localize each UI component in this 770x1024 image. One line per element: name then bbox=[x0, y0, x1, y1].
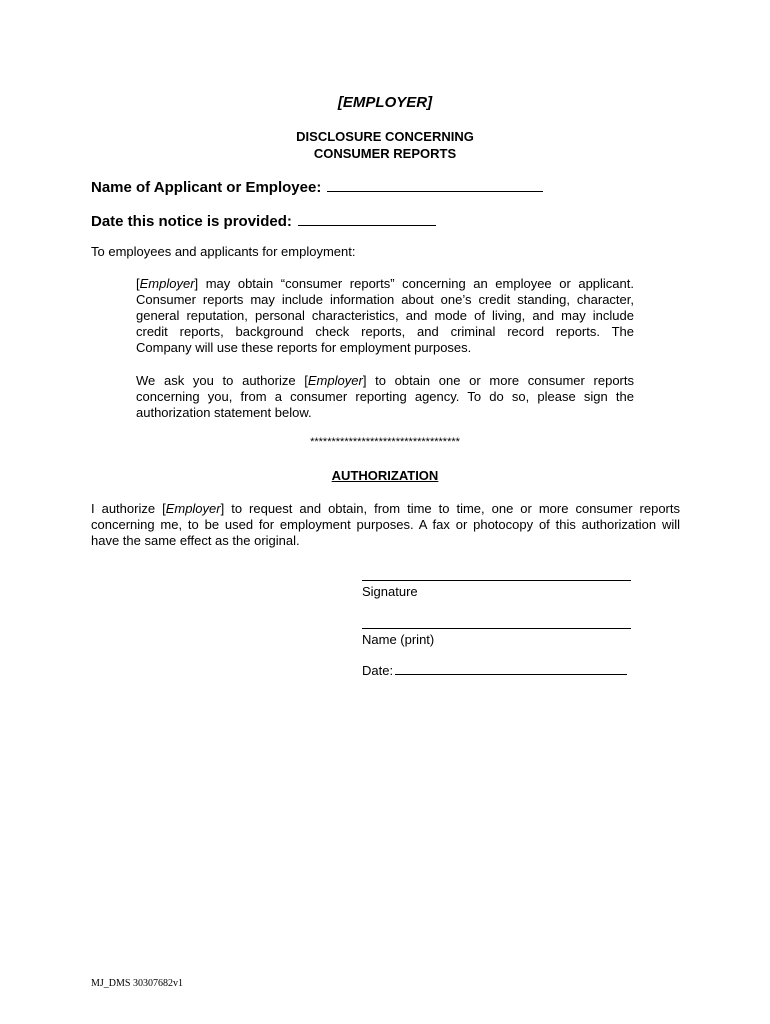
paragraph-line: general reputation, personal characteristics, and mode of living, and may include bbox=[136, 308, 634, 323]
paragraph-text: We ask you to authorize [ bbox=[136, 373, 308, 388]
intro-text: To employees and applicants for employment: bbox=[91, 244, 356, 259]
paragraph-line: Consumer reports may include information about one’s credit standing, character, bbox=[136, 292, 634, 307]
paragraph-line bbox=[91, 501, 680, 517]
employer-term: Employer bbox=[139, 276, 195, 291]
disclosure-paragraph bbox=[136, 276, 634, 356]
paragraph-line: authorization statement below. bbox=[136, 405, 312, 420]
title-line-1: DISCLOSURE CONCERNING bbox=[296, 129, 474, 144]
separator-stars: *********************************** bbox=[310, 436, 460, 448]
paragraph-text: ] to obtain one or more consumer reports bbox=[362, 373, 634, 388]
paragraph-line: [Employer] may obtain “consumer reports” concerning an employee or applicant. bbox=[136, 276, 634, 291]
employer-term: Employer bbox=[307, 373, 363, 388]
signature-date-field bbox=[362, 662, 627, 678]
paragraph-line: concerning me, to be used for employment purposes. A fax or photocopy of this authorization will bbox=[91, 517, 680, 532]
paragraph-line: Company will use these reports for employment purposes. bbox=[136, 340, 472, 355]
signature-date-label: Date: bbox=[362, 663, 394, 678]
paragraph-line: have the same effect as the original. bbox=[91, 533, 300, 548]
employer-heading: [EMPLOYER] bbox=[337, 94, 433, 111]
paragraph-line: credit reports, background check reports, and criminal record reports. The bbox=[136, 324, 634, 339]
title-line-2: CONSUMER REPORTS bbox=[313, 146, 457, 161]
name-print-block bbox=[362, 628, 631, 647]
applicant-name-field bbox=[91, 177, 543, 196]
disclosure-title bbox=[0, 128, 770, 162]
authorization-paragraph bbox=[91, 501, 680, 549]
notice-date-label: Date this notice is provided: bbox=[91, 213, 292, 230]
request-paragraph bbox=[136, 373, 634, 421]
notice-date-blank[interactable] bbox=[298, 211, 436, 226]
authorization-heading: AUTHORIZATION bbox=[331, 468, 439, 483]
signature-line[interactable] bbox=[362, 580, 631, 581]
signature-date-blank[interactable] bbox=[395, 662, 627, 675]
name-print-label: Name (print) bbox=[362, 632, 435, 647]
paragraph-line: concerning you, from a consumer reporting agency. To do so, please sign the bbox=[136, 389, 634, 404]
signature-block bbox=[362, 580, 631, 599]
paragraph-text: I authorize [ bbox=[91, 501, 166, 516]
employer-term: Employer bbox=[165, 501, 221, 516]
applicant-name-blank[interactable] bbox=[327, 177, 543, 192]
document-footer-code: MJ_DMS 30307682v1 bbox=[91, 978, 183, 989]
paragraph-text: ] to request and obtain, from time to time, one or more consumer reports bbox=[220, 501, 680, 516]
notice-date-field bbox=[91, 211, 436, 230]
paragraph-text: ] may obtain “consumer reports” concerning an employee or applicant. bbox=[194, 276, 634, 291]
applicant-name-label: Name of Applicant or Employee: bbox=[91, 179, 322, 196]
signature-label: Signature bbox=[362, 584, 418, 599]
paragraph-line bbox=[136, 373, 634, 389]
name-print-line[interactable] bbox=[362, 628, 631, 629]
